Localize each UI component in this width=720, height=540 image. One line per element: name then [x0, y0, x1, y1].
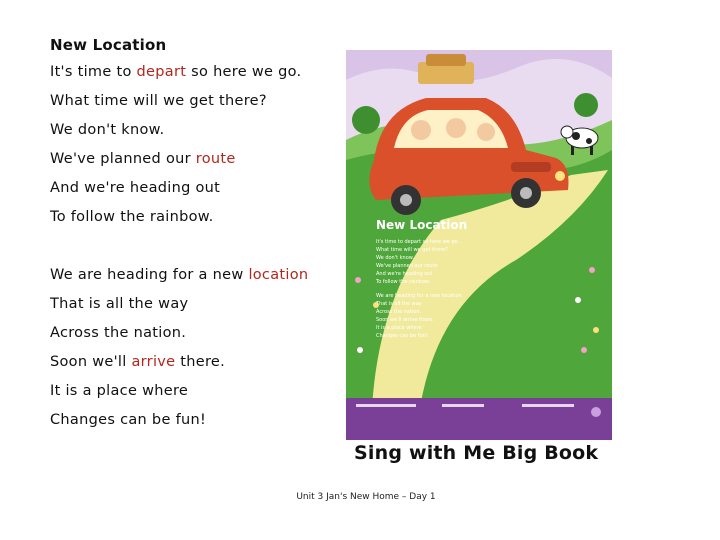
lyric-line: Across the nation. [50, 325, 187, 341]
tree-icon [574, 93, 598, 117]
poster-line: That is all the way [376, 301, 422, 307]
lyric-line: That is all the way [50, 296, 189, 312]
lyric-line: What time will we get there? [50, 93, 267, 109]
lyric-line: It is a place where [50, 383, 189, 399]
poster-caption: Sing with Me Big Book [354, 442, 599, 464]
lyric-line: We are heading for a new location [50, 267, 309, 283]
poster-line: It's time to depart so here we go. [376, 239, 460, 245]
poster-line: And we're heading out [376, 271, 433, 277]
poster-line: It is a place where [376, 325, 422, 331]
poster-line: We are heading for a new location [376, 293, 462, 299]
poster-line: We've planned our route [376, 263, 438, 269]
tree-icon [352, 106, 380, 134]
poster-line: We don't know. [376, 255, 414, 261]
poster-line: Soon we'll arrive there. [376, 317, 434, 323]
poster-line: What time will we get there? [376, 247, 448, 253]
poster-line: Across the nation. [376, 309, 422, 315]
footer-text: Unit 3 Jan's New Home – Day 1 [296, 492, 436, 502]
lyric-line: We've planned our route [50, 151, 236, 167]
song-title: New Location [50, 36, 167, 54]
poster-text-block [376, 218, 556, 340]
poster-title: New Location [376, 218, 468, 232]
poster-line: Changes can be fun! [376, 333, 428, 339]
lyric-line: Soon we'll arrive there. [50, 354, 226, 370]
page-footer [0, 492, 720, 502]
lyric-line: We don't know. [50, 122, 165, 138]
lyric-line: To follow the rainbow. [50, 209, 214, 225]
lyric-line: Changes can be fun! [50, 412, 207, 428]
poster-line: To follow the rainbow. [376, 279, 431, 285]
lyric-line: And we're heading out [50, 180, 221, 196]
lyric-line: It's time to depart so here we go. [50, 64, 302, 80]
big-book-poster-image [346, 50, 612, 440]
